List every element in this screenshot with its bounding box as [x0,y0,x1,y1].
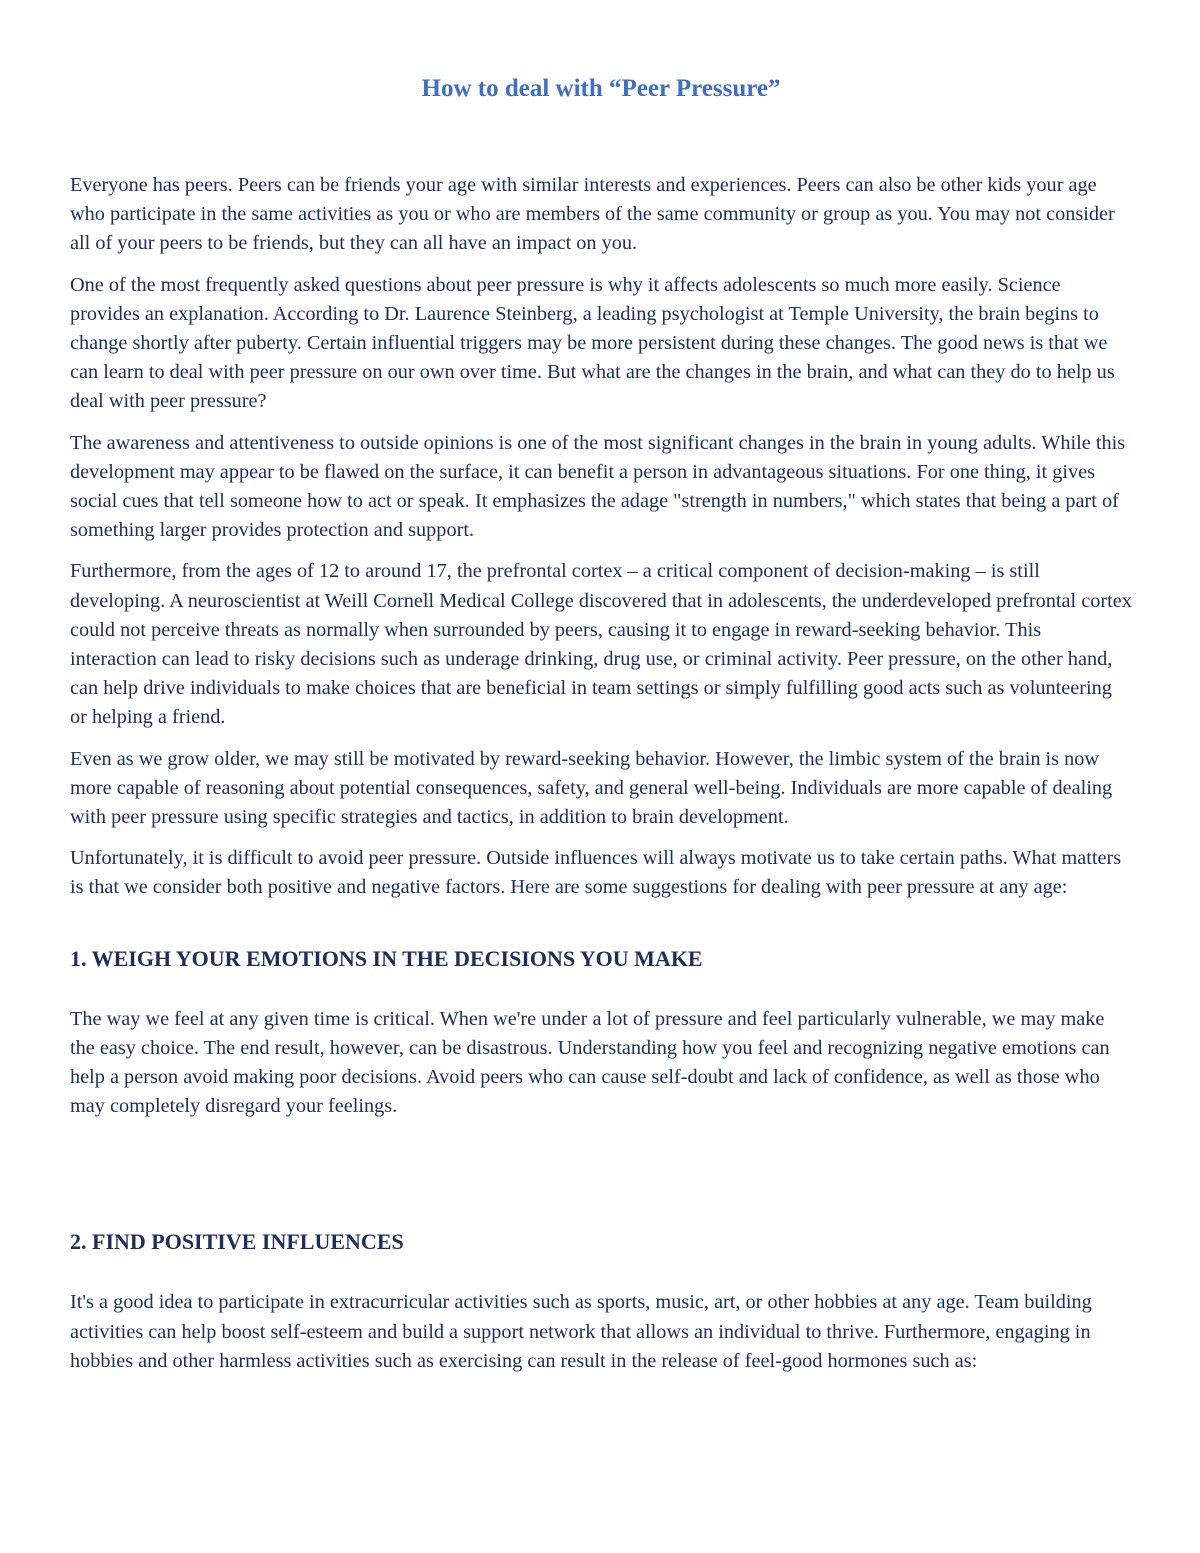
intro-paragraph-6: Unfortunately, it is difficult to avoid peer pressure. Outside influences will always motivate us to take certain paths. What matters is that we consider both positive and negative factors. Here are some suggestions for dealing with peer pressure at any age: [70,847,1122,899]
page-title: How to deal with “Peer Pressure” [421,75,781,102]
intro-paragraph-4: Furthermore, from the ages of 12 to around 17, the prefrontal cortex – a critical component of decision-making – is still developing. A neuroscientist at Weill Cornell Medical College discovered that in adolescents, the underdeveloped prefrontal cortex could not perceive threats as normally when surrounded by peers, causing it to engage in reward-seeking behavior. This interaction can lead to risky decisions such as underage drinking, drug use, or criminal activity. Peer pressure, on the other hand, can help drive individuals to make choices that are beneficial in team settings or simply fulfilling good acts such as volunteering or helping a friend. [70,560,1132,729]
section-heading: 1. WEIGH YOUR EMOTIONS IN THE DECISIONS YOU MAKE [70,945,703,971]
intro-paragraph-1: Everyone has peers. Peers can be friends your age with similar interests and experiences. Peers can also be other kids your age who participate in the same activities as you or who are members of the same community or group as you. You may not consider all of your peers to be friends, but they can all have an impact on you. [70,174,1115,255]
section-paragraph: The way we feel at any given time is critical. When we're under a lot of pressure and feel particularly vulnerable, we may make the easy choice. The end result, however, can be disastrous. Understanding how you feel and recognizing negative emotions can help a person avoid making poor decisions. Avoid peers who can cause self-doubt and lack of confidence, as well as those who may completely disregard your feelings. [70,1007,1110,1118]
intro-paragraph-5: Even as we grow older, we may still be motivated by reward-seeking behavior. However, the limbic system of the brain is now more capable of reasoning about potential consequences, safety, and general well-being. Individuals are more capable of dealing with peer pressure using specific strategies and tactics, in addition to brain development. [70,747,1113,829]
intro-paragraph-2: One of the most frequently asked questions about peer pressure is why it affects adolescents so much more easily. Science provides an explanation. According to Dr. Laurence Steinberg, a leading psychologist at Temple University, the brain begins to change shortly after puberty. Certain influential triggers may be more persistent during these changes. The good news is that we can learn to deal with peer pressure on our own over time. But what are the changes in the brain, and what can they do to help us deal with peer pressure? [70,273,1115,413]
section-positive-influences [70,1228,1132,1376]
section-paragraph: It's a good idea to participate in extracurricular activities such as sports, music, art, or other hobbies at any age. Team building activities can help boost self-esteem and build a support network that allows an individual to thrive. Furthermore, engaging in hobbies and other harmless activities such as exercising can result in the release of feel-good hormones such as: [70,1291,1092,1372]
section-weigh-emotions [70,945,1132,1122]
document-body [70,74,1132,1388]
section-heading: 2. FIND POSITIVE INFLUENCES [70,1229,404,1255]
intro-paragraph-3: The awareness and attentiveness to outside opinions is one of the most significant changes in the brain in young adults. While this development may appear to be flawed on the surface, it can benefit a person in advantageous situations. For one thing, it gives social cues that tell someone how to act or speak. It emphasizes the adage "strength in numbers," which states that being a part of something larger provides protection and support. [70,431,1126,542]
